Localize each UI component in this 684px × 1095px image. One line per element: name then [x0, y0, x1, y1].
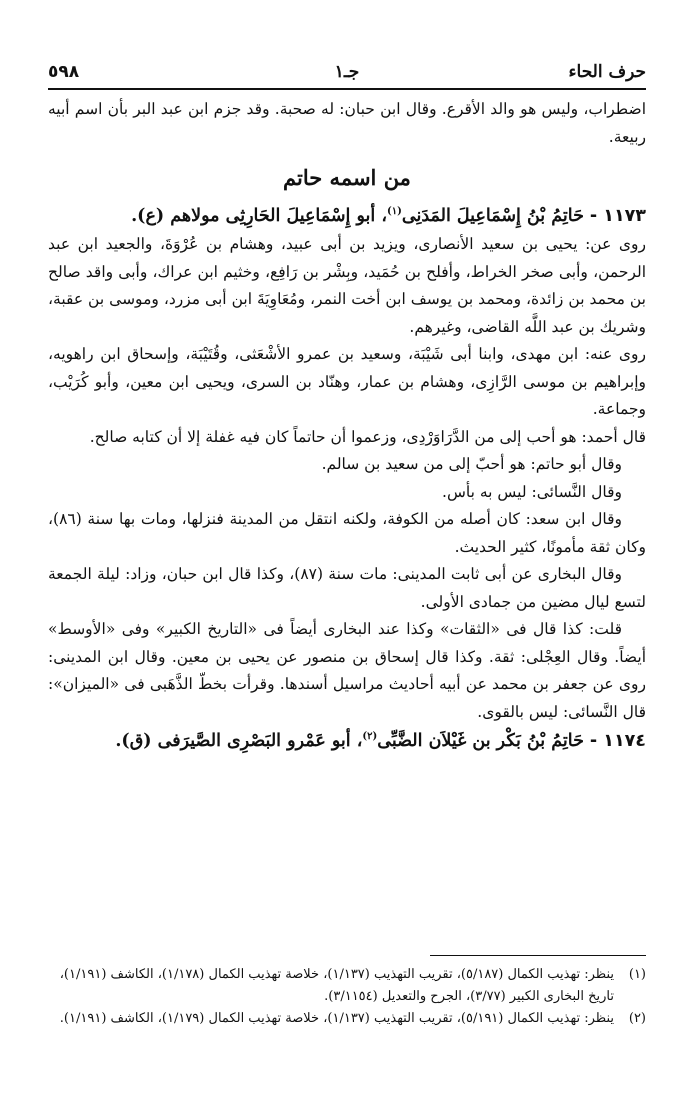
section-heading: من اسمه حاتم — [283, 165, 411, 190]
narrators-by: روى عنه: ابن مهدى، وابنا أبى شَيْبَة، وسعيد بن عمرو الأشْعَثى، وقُتَيْبَة، وإسحاق ابن راهويه، وإبراهيم بن موسى الرَّازِى، وهشام بن عمار، وهنّاد بن السرى، ويحيى ابن معين، وأبو كُرَيْب، وجماعة. — [48, 345, 646, 418]
footnote-ref: (٢) — [362, 731, 378, 743]
page-number: ٥٩٨ — [48, 62, 80, 82]
footnote-text: ينظر: تهذيب الكمال (٥/١٩١)، تقريب التهذيب (١/١٣٧)، خلاصة تهذيب الكمال (١/١٧٩)، الكاشف (١/١٩١). — [59, 1011, 614, 1026]
author-note: قلت: كذا قال فى «الثقات» وكذا عند البخارى أيضاً فى «التاريخ الكبير» وفى «الأوسط» أيضاً. وقال العِجْلى: ثقة. وكذا قال إسحاق بن منصور عن يحيى بن معين. وقال ابن المدينى: روى عن جعفر بن محمد عن أبيه أحاديث مراسيل أسندها. وقرأت بخطّ الذَّهَبى فى «الميزان»: قال النَّسائى: ليس بالقوى. — [48, 620, 646, 721]
entry-name: حَاتِمُ بْنُ إِسْمَاعِيلَ المَدَنِى — [401, 206, 584, 226]
narrators-from: روى عن: يحيى بن سعيد الأنصارى، ويزيد بن أبى عبيد، وهشام بن عُرْوَةَ، والجعيد ابن عبد الرحمن، وأبى صخر الخراط، وأفلح بن حُمَيد، وبِشْر بن رَافِع، وخثيم ابن عراك، وأبى واقد صالح بن محمد بن زائدة، ومحمد بن يوسف ابن أخت النمر، ومُعَاوِيَةَ ابن أبى مزرد، وموسى بن عقبة، وشريك بن عبد اللَّه القاضى، وغيرهم. — [48, 235, 646, 336]
footnote-text: ينظر: تهذيب الكمال (٥/١٨٧)، تقريب التهذيب (١/١٣٧)، خلاصة تهذيب الكمال (١/١٧٨)، الكاشف (١/١٩١)، تاريخ البخارى الكبير (٣/٧٧)، الجرح والتعديل (٣/١١٥٤). — [59, 967, 614, 1004]
entry-kunya: ، أبو إِسْمَاعِيلَ الحَارِثِى مولاهم (ع). — [131, 206, 388, 226]
footnote-marker: (٢) — [628, 1011, 646, 1026]
abu-hatim-opinion: وقال أبو حاتم: هو أحبّ إلى من سعيد بن سالم. — [321, 455, 622, 473]
entry-1173-heading — [48, 201, 646, 231]
entry-number: ١١٧٣ - — [589, 206, 646, 226]
running-header — [48, 56, 646, 90]
footnote-ref: (١) — [387, 206, 402, 218]
intro-paragraph: اضطراب، وليس هو والد الأقرع. وقال ابن حبان: له صحبة. وقد جزم ابن عبد البر بأن اسم أبيه ربيعة. — [48, 100, 646, 146]
bukhari-opinion: وقال البخارى عن أبى ثابت المدينى: مات سنة (٨٧)، وكذا قال ابن حبان، وزاد: ليلة الجمعة لتسع ليال مضين من جمادى الأولى. — [48, 565, 646, 611]
entry-kunya: ، أبو عَمْرو البَصْرِى الصَّيرَفى (ق). — [115, 731, 363, 751]
header-volume: جـ١ — [334, 62, 360, 82]
header-title: حرف الحاء — [568, 62, 646, 82]
entry-name: حَاتِمُ بْنُ بَكْر بن غَيْلاَن الضَّبِّى — [377, 731, 584, 751]
ahmad-opinion: قال أحمد: هو أحب إلى من الدَّرَاوَرْدِى، وزعموا أن حاتماً كان فيه غفلة إلا أن كتابه صالح. — [89, 427, 646, 446]
nasai-opinion: وقال النَّسائى: ليس به بأس. — [442, 482, 622, 501]
ibn-saad-opinion: وقال ابن سعد: كان أصله من الكوفة، ولكنه انتقل من المدينة فنزلها، ومات بها سنة (٨٦)، وكان ثقة مأمونًا، كثير الحديث. — [48, 510, 646, 556]
footnote-rule — [430, 955, 646, 956]
footnote — [48, 964, 646, 1008]
footnotes — [48, 964, 646, 1030]
entry-1174-heading — [48, 726, 646, 756]
main-text — [48, 96, 646, 756]
entry-number: ١١٧٤ - — [589, 731, 646, 751]
header-rule — [48, 88, 646, 90]
footnote-marker: (١) — [628, 967, 646, 982]
footnote — [48, 1008, 646, 1030]
